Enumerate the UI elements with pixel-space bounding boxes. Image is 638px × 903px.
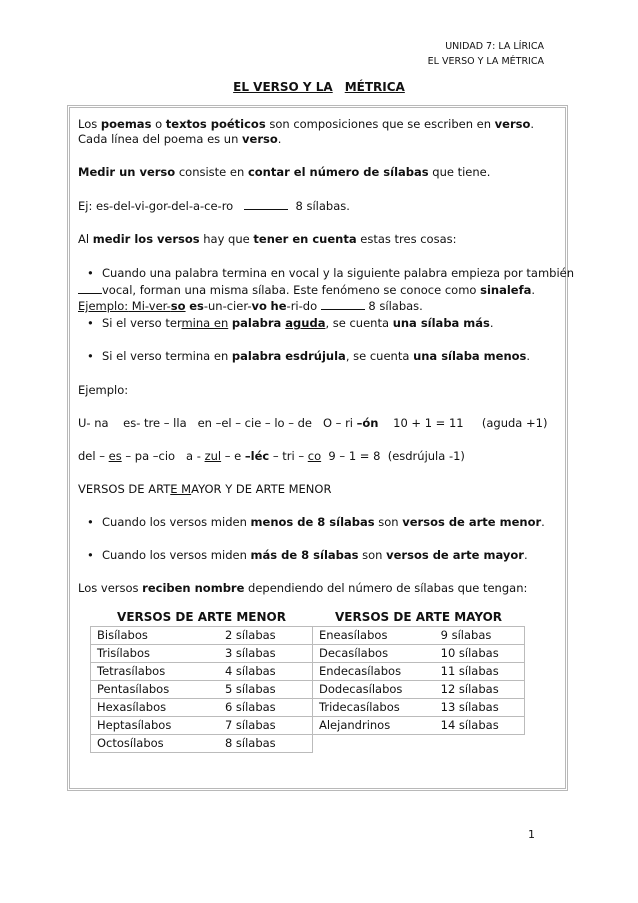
page-title <box>0 80 638 94</box>
scansion-aguda: U- na es- tre – lla en –el – cie – lo – de O – ri –ón 10 + 1 = 11 (aguda +1) <box>78 416 548 430</box>
scansion-esdrujula: del – es – pa –cio a - zul – e –léc – tri – co 9 – 1 = 8 (esdrújula -1) <box>78 449 465 463</box>
header-topic: EL VERSO Y LA MÉTRICA <box>427 56 544 67</box>
label-ejemplo: Ejemplo: <box>78 383 129 397</box>
example-sinalefa: Ejemplo: Mi-ver-so es-un-cier-vo he-ri-do 8 sílabas. <box>78 299 423 313</box>
table-row: Octosílabos 8 sílabas <box>91 735 525 753</box>
para-reciben-nombre: Los versos reciben nombre dependiendo del número de sílabas que tengan: <box>78 581 528 595</box>
answer-blank <box>244 200 288 210</box>
bullet-sinalefa: • Cuando una palabra termina en vocal y la siguiente palabra empieza por también <box>87 266 574 281</box>
para-medir: Medir un verso consiste en contar el número de sílabas que tiene. <box>78 165 491 179</box>
table-header-mayor: VERSOS DE ARTE MAYOR <box>334 610 503 624</box>
verse-types-table <box>90 609 525 753</box>
table-row: Heptasílabos 7 sílabas Alejandrinos 14 sílabas <box>91 717 525 735</box>
page-number: 1 <box>528 828 535 841</box>
table-header-menor: VERSOS DE ARTE MENOR <box>117 610 286 624</box>
table-row: Trisílabos 3 sílabas Decasílabos 10 sílabas <box>91 645 525 663</box>
bullet-esdrujula: • Si el verso termina en palabra esdrújula, se cuenta una sílaba menos. <box>87 349 530 364</box>
answer-blank-2 <box>321 300 365 310</box>
table-row: Tetrasílabos 4 sílabas Endecasílabos 11 sílabas <box>91 663 525 681</box>
table-row: Pentasílabos 5 sílabas Dodecasílabos 12 sílabas <box>91 681 525 699</box>
bullet-arte-mayor: • Cuando los versos miden más de 8 sílabas son versos de arte mayor. <box>87 548 528 563</box>
bullet-sinalefa-cont: vocal, forman una misma sílaba. Este fenómeno se conoce como sinalefa. <box>78 283 535 298</box>
title-part1: EL VERSO Y LA <box>233 80 333 94</box>
para-ejemplo-1: Ej: es-del-vi-gor-del-a-ce-ro 8 sílabas. <box>78 199 350 213</box>
para-linea: Cada línea del poema es un verso. <box>78 132 282 146</box>
header-unit: UNIDAD 7: LA LÍRICA <box>445 41 544 52</box>
blank-line <box>78 283 102 294</box>
table-row: Bisílabos 2 sílabas Eneasílabos 9 sílabas <box>91 627 525 645</box>
bullet-arte-menor: • Cuando los versos miden menos de 8 sílabas son versos de arte menor. <box>87 515 545 530</box>
table-row: Hexasílabos 6 sílabas Tridecasílabos 13 sílabas <box>91 699 525 717</box>
bullet-aguda: • Si el verso termina en palabra aguda, se cuenta una sílaba más. <box>87 316 494 331</box>
heading-versos-arte: VERSOS DE ARTE MAYOR Y DE ARTE MENOR <box>78 482 332 496</box>
title-part2: MÉTRICA <box>344 80 405 94</box>
para-poemas: Los poemas o textos poéticos son composiciones que se escriben en verso. <box>78 117 535 131</box>
para-tener-cuenta: Al medir los versos hay que tener en cuenta estas tres cosas: <box>78 232 457 246</box>
